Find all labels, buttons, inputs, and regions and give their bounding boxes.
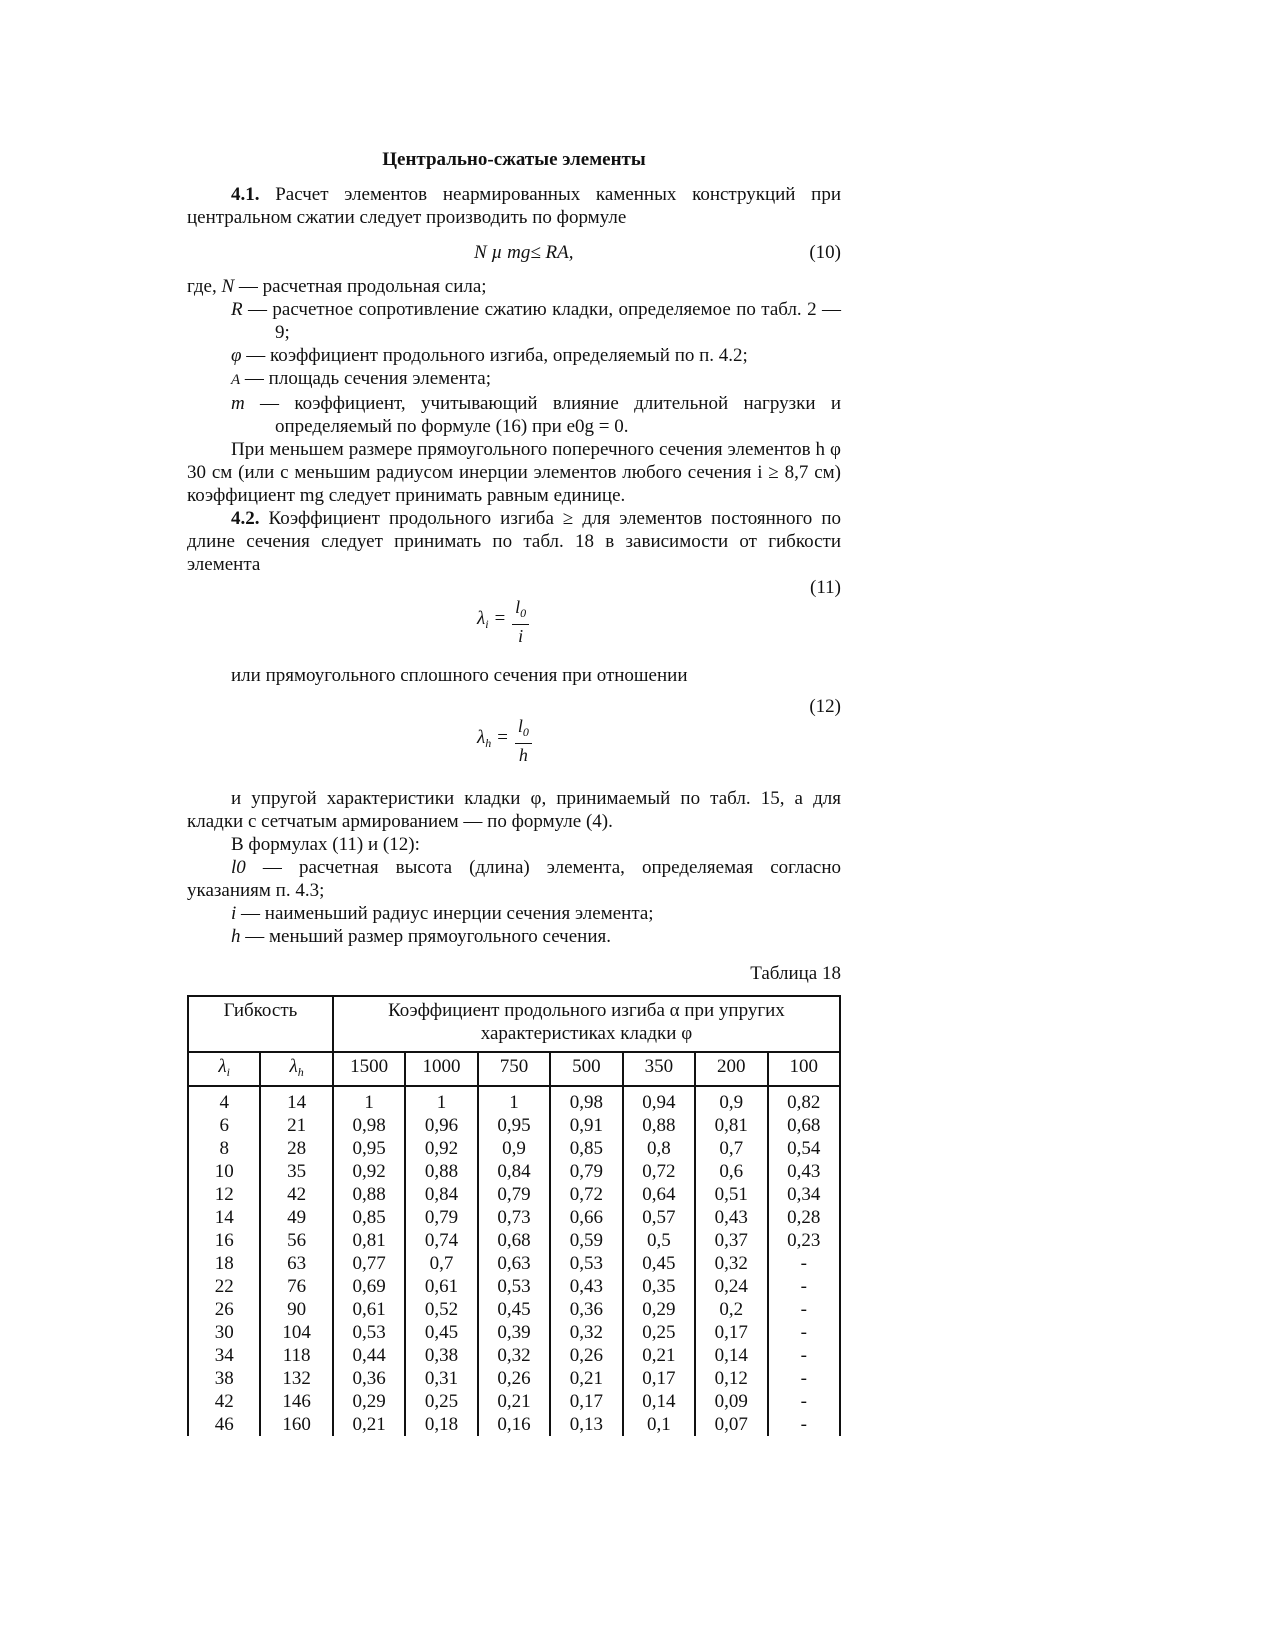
table-cell: 104 (260, 1321, 332, 1344)
table-cell: 14 (188, 1206, 260, 1229)
table-cell: 0,7 (695, 1137, 767, 1160)
paragraph-in-formulas: В формулах (11) и (12): (231, 834, 420, 855)
def-text: — наименьший радиус инерции сечения элемента; (236, 903, 654, 924)
table-cell: 28 (260, 1137, 332, 1160)
table-row (188, 1390, 840, 1413)
table-row (188, 1206, 840, 1229)
table-cell: 21 (260, 1114, 332, 1137)
table-cell: 0,54 (768, 1137, 841, 1160)
buckling-coefficient-table (187, 995, 841, 1436)
paragraph-4-2 (187, 507, 841, 576)
table-cell: 0,68 (478, 1229, 550, 1252)
table-cell: 0,81 (333, 1229, 405, 1252)
table-cell: 0,29 (333, 1390, 405, 1413)
formula-number: (11) (810, 577, 841, 598)
table-cell: 0,44 (333, 1344, 405, 1367)
table-cell: 0,32 (478, 1344, 550, 1367)
table-cell: 30 (188, 1321, 260, 1344)
def-text: — меньший размер прямоугольного сечения. (240, 926, 611, 947)
table-cell: 0,16 (478, 1413, 550, 1436)
formula-expression: N µ mg≤ RA, (474, 242, 574, 263)
formula-10 (187, 237, 841, 269)
definition-item (187, 902, 841, 925)
table-cell: 0,8 (623, 1137, 695, 1160)
table-cell: 0,88 (333, 1183, 405, 1206)
table-cell: 0,77 (333, 1252, 405, 1275)
table-cell: - (768, 1321, 841, 1344)
header-coefficient: Коэффициент продольного изгиба α при упругих характеристиках кладки φ (333, 996, 840, 1052)
table-cell: 0,7 (405, 1252, 477, 1275)
table-cell: 35 (260, 1160, 332, 1183)
definition-intro (187, 275, 841, 298)
lambda-symbol: λ (477, 727, 486, 748)
table-cell: 38 (188, 1367, 260, 1390)
table-cell: 76 (260, 1275, 332, 1298)
table-cell: 160 (260, 1413, 332, 1436)
table-cell: 14 (260, 1086, 332, 1114)
table-cell: - (768, 1390, 841, 1413)
clause-number: 4.1. (231, 184, 260, 205)
table-cell: 0,88 (623, 1114, 695, 1137)
table-cell: - (768, 1413, 841, 1436)
table-caption: Таблица 18 (750, 963, 841, 984)
table-cell: 0,82 (768, 1086, 841, 1114)
fraction-denominator: h (518, 745, 528, 765)
def-symbol: A (231, 372, 241, 388)
table-cell: 0,45 (405, 1321, 477, 1344)
paragraph-small-section: При меньшем размере прямоугольного поперечного сечения элементов h φ 30 см (или с меньшим радиусом инерции элементов любого сечения i ≥ 8,7 см) коэффициент mg следует принимать равным единице. (187, 439, 841, 506)
table-cell: 0,72 (623, 1160, 695, 1183)
definition-item (187, 344, 841, 367)
formula-expression: $\lambda_h$ = $\frac{l_0}{h}$ (477, 715, 532, 766)
header-flexibility: Гибкость (188, 996, 333, 1052)
document-page (187, 148, 841, 1436)
table-cell: 0,36 (333, 1367, 405, 1390)
table-cell: 0,14 (695, 1344, 767, 1367)
table-cell: 0,39 (478, 1321, 550, 1344)
table-cell: 0,63 (478, 1252, 550, 1275)
table-cell: 0,12 (695, 1367, 767, 1390)
table-cell: 0,25 (623, 1321, 695, 1344)
table-row (188, 1229, 840, 1252)
column-header: 100 (768, 1052, 841, 1086)
table-cell: 4 (188, 1086, 260, 1114)
table-cell: 0,26 (478, 1367, 550, 1390)
definition-item (187, 856, 841, 902)
definition-item (187, 392, 841, 438)
formula-number: (10) (809, 242, 841, 263)
table-row (188, 1344, 840, 1367)
table-cell: 0,91 (550, 1114, 622, 1137)
table-cell: 0,79 (405, 1206, 477, 1229)
table-cell: 0,98 (550, 1086, 622, 1114)
table-cell: 6 (188, 1114, 260, 1137)
table-cell: 132 (260, 1367, 332, 1390)
formula-number: (12) (809, 696, 841, 717)
def-symbol: N (221, 276, 235, 297)
def-text: — площадь сечения элемента; (240, 368, 492, 389)
table-cell: 42 (188, 1390, 260, 1413)
table-cell: 1 (478, 1086, 550, 1114)
table-cell: 63 (260, 1252, 332, 1275)
table-cell: 0,92 (405, 1137, 477, 1160)
table-cell: 22 (188, 1275, 260, 1298)
table-cell: 0,53 (478, 1275, 550, 1298)
table-cell: 0,43 (768, 1160, 841, 1183)
column-header: 200 (695, 1052, 767, 1086)
table-cell: 0,36 (550, 1298, 622, 1321)
formula-expression: $\lambda_i$ = $\frac{l_0}{i}$ (477, 596, 529, 647)
table-cell: 0,24 (695, 1275, 767, 1298)
table-cell: 0,85 (550, 1137, 622, 1160)
def-text: — коэффициент продольного изгиба, определяемый по п. 4.2; (241, 345, 748, 366)
table-cell: 8 (188, 1137, 260, 1160)
def-symbol: h (231, 926, 241, 947)
table-cell: 0,43 (550, 1275, 622, 1298)
table-cell: 0,5 (623, 1229, 695, 1252)
lambda-symbol: λ (477, 608, 486, 629)
table-cell: 0,28 (768, 1206, 841, 1229)
table-cell: 0,96 (405, 1114, 477, 1137)
table-cell: 0,37 (695, 1229, 767, 1252)
def-symbol: i (231, 903, 237, 924)
table-cell: 0,07 (695, 1413, 767, 1436)
paragraph-4-1 (187, 183, 841, 229)
table-cell: 90 (260, 1298, 332, 1321)
table-cell: 12 (188, 1183, 260, 1206)
fraction (515, 715, 532, 766)
table-cell: - (768, 1252, 841, 1275)
table-cell: 0,35 (623, 1275, 695, 1298)
table-cell: 0,69 (333, 1275, 405, 1298)
table-cell: 0,88 (405, 1160, 477, 1183)
table-cell: 0,09 (695, 1390, 767, 1413)
definition-item (187, 925, 841, 948)
table-cell: 0,74 (405, 1229, 477, 1252)
lambda-subscript: h (485, 736, 492, 750)
column-header: 750 (478, 1052, 550, 1086)
def-symbol: φ (231, 345, 242, 366)
table-cell: - (768, 1344, 841, 1367)
where-label: где, (187, 276, 222, 297)
table-cell: 0,53 (333, 1321, 405, 1344)
table-cell: 0,53 (550, 1252, 622, 1275)
definition-item (187, 367, 841, 392)
table-row (188, 1252, 840, 1275)
table-cell: 0,21 (478, 1390, 550, 1413)
table-cell: 0,32 (550, 1321, 622, 1344)
table-cell: 0,52 (405, 1298, 477, 1321)
table-cell: 0,23 (768, 1229, 841, 1252)
table-cell: 0,61 (333, 1298, 405, 1321)
table-row (188, 1367, 840, 1390)
table-row (188, 1160, 840, 1183)
table-cell: 49 (260, 1206, 332, 1229)
table-cell: 0,17 (695, 1321, 767, 1344)
table-cell: 0,68 (768, 1114, 841, 1137)
table-cell: 0,34 (768, 1183, 841, 1206)
table-cell: 146 (260, 1390, 332, 1413)
table-cell: 0,32 (695, 1252, 767, 1275)
def-text: — коэффициент, учитывающий влияние длительной нагрузки и определяемый по формуле (16) при e0g = 0. (244, 393, 841, 437)
table-cell: 0,61 (405, 1275, 477, 1298)
table-cell: - (768, 1275, 841, 1298)
table-cell: 0,6 (695, 1160, 767, 1183)
table-cell: 34 (188, 1344, 260, 1367)
fraction (512, 596, 529, 647)
table-cell: 26 (188, 1298, 260, 1321)
table-cell: 0,21 (333, 1413, 405, 1436)
table-row (188, 1137, 840, 1160)
table-cell: 0,79 (550, 1160, 622, 1183)
column-header: 500 (550, 1052, 622, 1086)
table-cell: 56 (260, 1229, 332, 1252)
table-cell: 0,72 (550, 1183, 622, 1206)
table-cell: 18 (188, 1252, 260, 1275)
def-text: — расчетная высота (длина) элемента, определяемая согласно указаниям п. 4.3; (187, 857, 841, 901)
table-cell: 0,95 (478, 1114, 550, 1137)
header-lambda-i: $\lambda_i$ (188, 1052, 260, 1086)
table-cell: 0,95 (333, 1137, 405, 1160)
table-cell: 0,31 (405, 1367, 477, 1390)
formula-12 (187, 695, 841, 777)
table-cell: 0,84 (478, 1160, 550, 1183)
table-cell: 0,64 (623, 1183, 695, 1206)
table-cell: 0,98 (333, 1114, 405, 1137)
fraction-denominator: i (518, 626, 524, 646)
table-cell: 0,57 (623, 1206, 695, 1229)
table-cell: 0,9 (695, 1086, 767, 1114)
fraction-numerator: $l_0$ (512, 596, 529, 625)
table-cell: 0,25 (405, 1390, 477, 1413)
column-header: 350 (623, 1052, 695, 1086)
table-cell: - (768, 1367, 841, 1390)
table-row (188, 1275, 840, 1298)
table-cell: 0,45 (478, 1298, 550, 1321)
def-symbol: R (231, 299, 243, 320)
table-cell: 0,17 (623, 1367, 695, 1390)
table-row (188, 1298, 840, 1321)
clause-number: 4.2. (231, 508, 260, 529)
table-cell: 0,21 (623, 1344, 695, 1367)
lambda-subscript: i (485, 617, 489, 631)
column-header: 1000 (405, 1052, 477, 1086)
table-cell: 0,51 (695, 1183, 767, 1206)
table-cell: 1 (333, 1086, 405, 1114)
table-row (188, 1086, 840, 1114)
paragraph-rect: или прямоугольного сплошного сечения при отношении (231, 665, 688, 686)
table-row (188, 1321, 840, 1344)
table-cell: - (768, 1298, 841, 1321)
table-cell: 42 (260, 1183, 332, 1206)
formula-11 (187, 576, 841, 658)
table-cell: 0,79 (478, 1183, 550, 1206)
table-cell: 0,66 (550, 1206, 622, 1229)
table-cell: 0,26 (550, 1344, 622, 1367)
table-cell: 0,1 (623, 1413, 695, 1436)
table-row (188, 1413, 840, 1436)
header-lambda-h: $\lambda_h$ (260, 1052, 332, 1086)
table-cell: 0,18 (405, 1413, 477, 1436)
def-symbol: l0 (231, 857, 246, 878)
def-text: — расчетное сопротивление сжатию кладки, определяемое по табл. 2 — 9; (242, 299, 841, 343)
table-cell: 1 (405, 1086, 477, 1114)
table-cell: 0,21 (550, 1367, 622, 1390)
table-cell: 0,73 (478, 1206, 550, 1229)
table-cell: 0,85 (333, 1206, 405, 1229)
section-heading: Центрально-сжатые элементы (382, 149, 646, 170)
paragraph-elastic: и упругой характеристики кладки φ, принимаемый по табл. 15, а для кладки с сетчатым армированием — по формуле (4). (187, 788, 841, 832)
table-cell: 0,2 (695, 1298, 767, 1321)
table-body (188, 1086, 840, 1436)
table-cell: 46 (188, 1413, 260, 1436)
table-cell: 0,14 (623, 1390, 695, 1413)
table-cell: 0,84 (405, 1183, 477, 1206)
def-text: — расчетная продольная сила; (234, 276, 487, 297)
table-cell: 0,43 (695, 1206, 767, 1229)
clause-text: Коэффициент продольного изгиба ≥ для элементов постоянного по длине сечения следует принимать по табл. 18 в зависимости от гибкости элемента (187, 508, 841, 575)
table-cell: 0,9 (478, 1137, 550, 1160)
table-row (188, 1183, 840, 1206)
table-cell: 0,17 (550, 1390, 622, 1413)
table-cell: 0,92 (333, 1160, 405, 1183)
table-cell: 118 (260, 1344, 332, 1367)
definition-item (187, 298, 841, 344)
table-cell: 0,94 (623, 1086, 695, 1114)
table-row (188, 1114, 840, 1137)
table-cell: 0,45 (623, 1252, 695, 1275)
table-cell: 0,38 (405, 1344, 477, 1367)
clause-text: Расчет элементов неармированных каменных конструкций при центральном сжатии следует производить по формуле (187, 184, 841, 228)
def-symbol: m (231, 393, 245, 414)
table-cell: 0,29 (623, 1298, 695, 1321)
column-header: 1500 (333, 1052, 405, 1086)
table-cell: 10 (188, 1160, 260, 1183)
fraction-numerator: $l_0$ (515, 715, 532, 744)
table-cell: 16 (188, 1229, 260, 1252)
table-cell: 0,81 (695, 1114, 767, 1137)
table-cell: 0,59 (550, 1229, 622, 1252)
table-cell: 0,13 (550, 1413, 622, 1436)
